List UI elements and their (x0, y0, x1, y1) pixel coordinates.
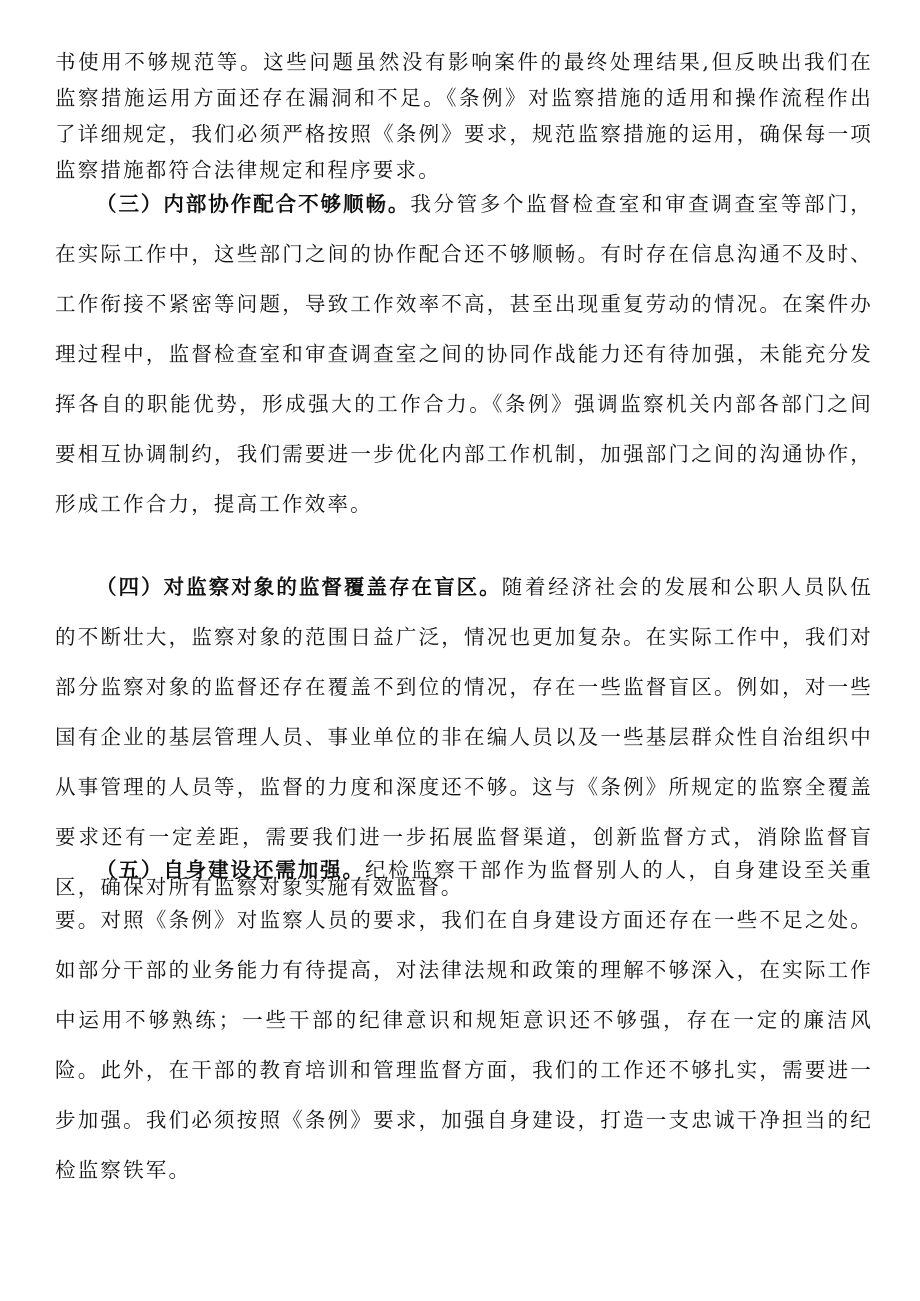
paragraph-heading: （四）对监察对象的监督覆盖存在盲区。 (96, 575, 502, 599)
paragraph-internal-coordination (55, 179, 873, 529)
paragraph-self-construction (55, 845, 873, 1195)
paragraph-heading: （三）内部协作配合不够顺畅。 (96, 192, 411, 216)
paragraph-text: 我分管多个监督检查室和审查调查室等部门，在实际工作中，这些部门之间的协作配合还不够顺畅。有时存在信息沟通不及时、工作衔接不紧密等问题，导致工作效率不高，甚至出现重复劳动的情况。在案件办理过程中，监督检查室和审查调查室之间的协同作战能力还有待加强，未能充分发挥各自的职能优势，形成强大的工作合力。《条例》强调监察机关内部各部门之间要相互协调制约，我们需要进一步优化内部工作机制，加强部门之间的沟通协作，形成工作合力，提高工作效率。 (55, 192, 874, 516)
paragraph-text: 随着经济社会的发展和公职人员队伍的不断壮大，监察对象的范围日益广泛，情况也更加复杂。在实际工作中，我们对部分监察对象的监督还存在覆盖不到位的情况，存在一些监督盲区。例如，对一些国有企业的基层管理人员、事业单位的非在编人员以及一些基层群众性自治组织中从事管理的人员等，监督的力度和深度还不够。这与《条例》所规定的监察全覆盖要求还有一定差距，需要我们进一步拓展监督渠道，创新监督方式，消除监督盲区，确保对所有监察对象实施有效监督。 (55, 575, 874, 899)
paragraph-text: 纪检监察干部作为监督别人的人，自身建设至关重要。对照《条例》对监察人员的要求，我们在自身建设方面还存在一些不足之处。如部分干部的业务能力有待提高，对法律法规和政策的理解不够深入，在实际工作中运用不够熟练；一些干部的纪律意识和规矩意识还不够强，存在一定的廉洁风险。此外，在干部的教育培训和管理监督方面，我们的工作还不够扎实，需要进一步加强。我们必须按照《条例》要求，加强自身建设，打造一支忠诚干净担当的纪检监察铁军。 (55, 858, 874, 1182)
paragraph-continuation (55, 44, 873, 188)
paragraph-heading: （五）自身建设还需加强。 (96, 858, 365, 882)
paragraph-text: 书使用不够规范等。这些问题虽然没有影响案件的最终处理结果,但反映出我们在监察措施运用方面还存在漏洞和不足。《条例》对监察措施的适用和操作流程作出了详细规定，我们必须严格按照《条例》要求，规范监察措施的运用，确保每一项监察措施都符合法律规定和程序要求。 (55, 50, 873, 182)
